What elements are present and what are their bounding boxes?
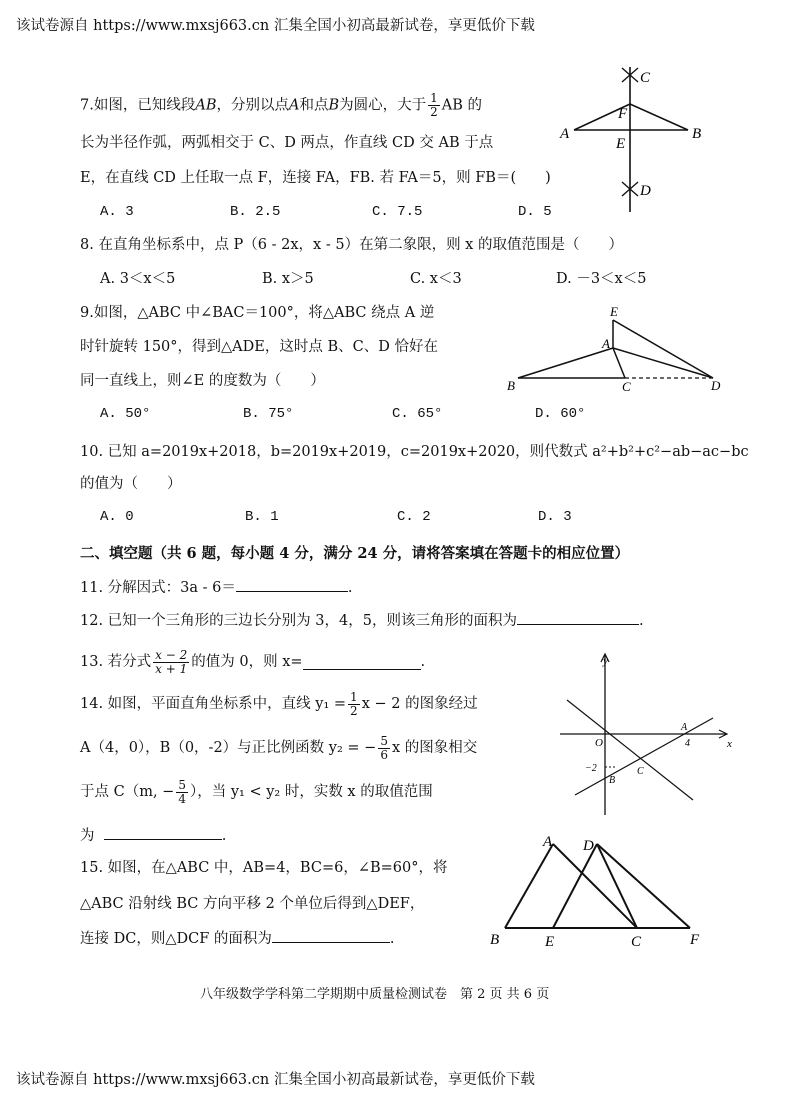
label-a: A bbox=[681, 722, 688, 733]
frac-den: 2 bbox=[430, 105, 438, 119]
q8-stem: 8. 在直角坐标系中，点 P（6 - 2x，x - 5）在第二象限，则 x 的取值范围是（ ） bbox=[80, 237, 623, 253]
q12 bbox=[80, 610, 644, 631]
q11 bbox=[80, 577, 353, 598]
q9-line3: 同一直线上，则∠E 的度数为（ ） bbox=[80, 373, 325, 389]
q7-fraction bbox=[428, 92, 440, 119]
label-c: C bbox=[637, 766, 644, 777]
label-e: E bbox=[616, 136, 626, 152]
q7-line3: E，在直线 CD 上任取一点 F，连接 FA，FB. 若 FA＝5，则 FB＝( ) bbox=[80, 170, 551, 186]
q8-option-b[interactable]: B. x＞5 bbox=[262, 271, 314, 287]
q7-pt: B bbox=[328, 97, 340, 114]
q7-text: 7.如图，已知线段 bbox=[80, 97, 196, 114]
q12-answer-blank[interactable] bbox=[517, 610, 639, 625]
q9-option-a[interactable]: A. 50° bbox=[100, 406, 151, 422]
q9-option-d[interactable]: D. 60° bbox=[535, 406, 586, 422]
q7-seg: AB bbox=[195, 97, 217, 114]
label-e: E bbox=[545, 934, 555, 950]
label-y: y bbox=[603, 655, 608, 667]
q14-figure bbox=[555, 650, 740, 820]
q14-text: 14. 如图，平面直角坐标系中，直线 y₁ = bbox=[80, 696, 347, 712]
label-b: B bbox=[609, 775, 616, 786]
label-minus2: −2 bbox=[585, 763, 597, 774]
q7-line2: 长为半径作弧，两弧相交于 C、D 两点，作直线 CD 交 AB 于点 bbox=[80, 135, 494, 151]
q7-option-b[interactable]: B. 2.5 bbox=[230, 204, 281, 220]
segment-df bbox=[597, 844, 690, 928]
segment-ac bbox=[613, 348, 625, 378]
frac-num: 5 bbox=[178, 777, 186, 792]
q8-option-c[interactable]: C. x＜3 bbox=[410, 271, 462, 287]
q15-line2: △ABC 沿射线 BC 方向平移 2 个单位后得到△DEF， bbox=[80, 896, 425, 912]
label-b: B bbox=[507, 378, 515, 393]
q7-option-a[interactable]: A. 3 bbox=[100, 204, 134, 220]
segment-ad bbox=[613, 348, 713, 378]
q9-option-c[interactable]: C. 65° bbox=[392, 406, 443, 422]
q9-option-b[interactable]: B. 75° bbox=[243, 406, 294, 422]
q14-text: ），当 y₁ < y₂ 时，实数 x 的取值范围 bbox=[189, 784, 433, 800]
q11-answer-blank[interactable] bbox=[236, 577, 348, 592]
source-footer: 该试卷源自 https://www.mxsj663.cn 汇集全国小初高最新试卷，享更低价下载 bbox=[16, 1072, 535, 1088]
q13-text: 的值为 0，则 x= bbox=[191, 654, 303, 670]
q12-text: 12. 已知一个三角形的三边长分别为 3，4，5，则该三角形的面积为 bbox=[80, 613, 517, 629]
label-e: E bbox=[610, 304, 618, 319]
q15-text: 连接 DC，则△DCF 的面积为 bbox=[80, 931, 272, 947]
label-a: A bbox=[602, 336, 610, 351]
segment-de bbox=[553, 844, 597, 928]
q14-end: . bbox=[221, 828, 227, 844]
label-f: F bbox=[690, 932, 700, 948]
q7-line1 bbox=[80, 92, 482, 119]
label-o: O bbox=[595, 737, 603, 749]
q14-text: x 的图象相交 bbox=[391, 740, 478, 756]
q11-end: . bbox=[347, 580, 353, 596]
q7-text: 为圆心，大于 bbox=[339, 97, 427, 114]
label-d: D bbox=[711, 378, 721, 393]
frac-den: 2 bbox=[350, 703, 358, 718]
q7-text: AB 的 bbox=[441, 97, 483, 114]
q10-option-c[interactable]: C. 2 bbox=[397, 509, 431, 525]
label-b: B bbox=[490, 932, 500, 948]
label-d: D bbox=[583, 838, 594, 854]
label-c: C bbox=[631, 934, 642, 950]
frac-den: 4 bbox=[178, 791, 186, 806]
segment-dc bbox=[597, 844, 637, 928]
q14-answer-blank[interactable] bbox=[104, 825, 222, 840]
page-footer: 八年级数学学科第二学期期中质量检测试卷 第 2 页 共 6 页 bbox=[200, 987, 550, 1002]
q7-text: ，分别以点 bbox=[216, 97, 289, 114]
q9-figure bbox=[500, 300, 730, 395]
q11-text: 11. 分解因式：3a - 6＝ bbox=[80, 580, 236, 596]
segment-fb bbox=[630, 104, 688, 130]
q14-frac2 bbox=[378, 735, 390, 762]
frac-num: x − 2 bbox=[155, 647, 188, 662]
q14-frac1 bbox=[348, 691, 360, 718]
source-header: 该试卷源自 https://www.mxsj663.cn 汇集全国小初高最新试卷，享更低价下载 bbox=[16, 18, 535, 34]
q14-text: x − 2 的图象经过 bbox=[361, 696, 478, 712]
q9-line1: 9.如图，△ABC 中∠BAC＝100°，将△ABC 绕点 A 逆 bbox=[80, 305, 435, 321]
q14-line3 bbox=[80, 772, 433, 812]
frac-num: 1 bbox=[350, 689, 358, 704]
q15-end: . bbox=[389, 931, 395, 947]
label-4: 4 bbox=[685, 738, 690, 749]
q10-option-d[interactable]: D. 3 bbox=[538, 509, 572, 525]
label-d: D bbox=[640, 183, 651, 199]
segment-ac bbox=[553, 844, 637, 928]
label-a: A bbox=[560, 126, 570, 142]
q15-line3 bbox=[80, 928, 394, 949]
segment-ab bbox=[518, 348, 613, 378]
q14-line2 bbox=[80, 728, 477, 768]
label-b: B bbox=[692, 126, 702, 142]
q15-figure bbox=[485, 832, 710, 952]
q7-option-c[interactable]: C. 7.5 bbox=[372, 204, 423, 220]
q14-line4 bbox=[80, 825, 226, 846]
q14-frac3 bbox=[176, 779, 188, 806]
line-y1 bbox=[575, 718, 713, 795]
label-c: C bbox=[640, 70, 651, 86]
frac-num: 1 bbox=[430, 91, 438, 105]
label-f: F bbox=[618, 106, 628, 122]
q10-option-b[interactable]: B. 1 bbox=[245, 509, 279, 525]
section-title: 二、填空题（共 6 题，每小题 4 分，满分 24 分，请将答案填在答题卡的相应位置） bbox=[80, 545, 630, 562]
line-y2 bbox=[567, 700, 693, 800]
frac-den: 6 bbox=[380, 747, 388, 762]
q10-line1: 10. 已知 a=2019x+2018，b=2019x+2019，c=2019x+2020，则代数式 a²+b²+c²−ab−ac−bc bbox=[80, 444, 749, 460]
q8-option-d[interactable]: D. －3＜x＜5 bbox=[556, 271, 647, 287]
label-x: x bbox=[727, 738, 732, 750]
q15-line1: 15. 如图，在△ABC 中，AB=4，BC=6，∠B=60°，将 bbox=[80, 860, 448, 876]
q13-fraction bbox=[153, 649, 189, 676]
segment-ed bbox=[613, 320, 713, 378]
segment-ab bbox=[505, 844, 553, 928]
q14-text: 为 bbox=[80, 828, 95, 844]
q13-answer-blank[interactable] bbox=[303, 655, 421, 670]
q10-line2: 的值为（ ） bbox=[80, 476, 182, 492]
q14-line1 bbox=[80, 684, 478, 724]
q7-text: 和点 bbox=[299, 97, 329, 114]
frac-den: x + 1 bbox=[155, 661, 188, 676]
q14-text: A（4，0），B（0，-2）与正比例函数 y₂ = − bbox=[80, 740, 377, 756]
q13-end: . bbox=[420, 654, 426, 670]
q7-figure bbox=[560, 62, 710, 217]
q7-option-d[interactable]: D. 5 bbox=[518, 204, 552, 220]
frac-num: 5 bbox=[380, 733, 388, 748]
q10-option-a[interactable]: A. 0 bbox=[100, 509, 134, 525]
q12-end: . bbox=[638, 613, 644, 629]
q13 bbox=[80, 642, 425, 682]
q9-line2: 时针旋转 150°，得到△ADE，这时点 B、C、D 恰好在 bbox=[80, 339, 438, 355]
q8-option-a[interactable]: A. 3＜x＜5 bbox=[100, 271, 176, 287]
q7-pt: A bbox=[288, 97, 300, 114]
label-c: C bbox=[622, 379, 631, 394]
q15-answer-blank[interactable] bbox=[272, 928, 390, 943]
q14-text: 于点 C（m, − bbox=[80, 784, 175, 800]
label-a: A bbox=[543, 834, 553, 850]
q13-text: 13. 若分式 bbox=[80, 654, 152, 670]
